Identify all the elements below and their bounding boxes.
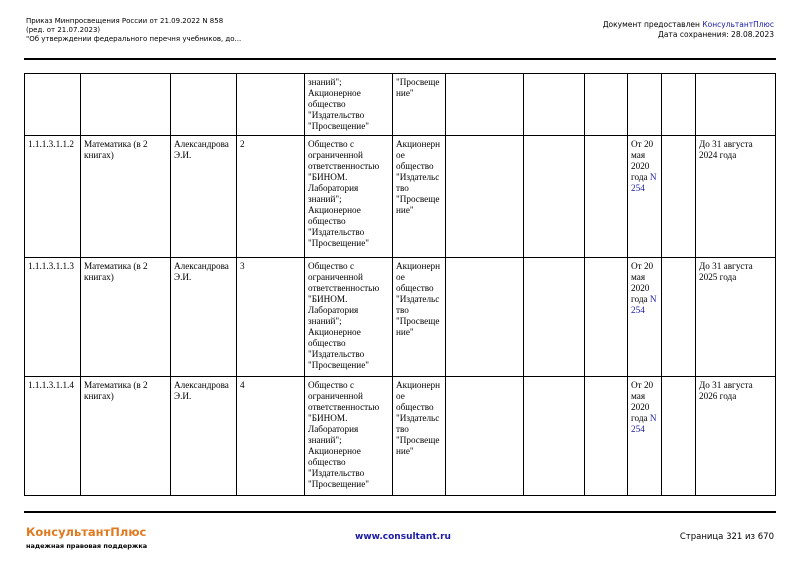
author: Александрова Э.И. xyxy=(171,258,237,377)
empty-cell xyxy=(585,377,628,496)
empty-cell xyxy=(524,258,585,377)
empty-cell xyxy=(446,258,524,377)
author: Александрова Э.И. xyxy=(171,377,237,496)
order-text: От 20 мая 2020 года xyxy=(631,380,654,423)
book-title: Математика (в 2 книгах) xyxy=(81,136,171,258)
order-ref xyxy=(628,377,662,496)
footer-url-link[interactable]: www.consultant.ru xyxy=(355,532,451,542)
order-ref xyxy=(628,258,662,377)
textbook-table xyxy=(24,73,776,496)
rights-holder: Акционерн ое общество "Издательс тво "Просвеще ние" xyxy=(393,377,446,496)
row-number: 1.1.1.3.1.1.2 xyxy=(25,136,81,258)
valid-until: До 31 августа 2025 года xyxy=(696,258,776,377)
table-row xyxy=(25,74,776,136)
saved-date: Дата сохранения: 28.08.2023 xyxy=(658,30,774,39)
brand-link[interactable]: КонсультантПлюс xyxy=(702,20,774,29)
publisher: Общество с ограниченной ответственностью "БИНОМ. Лаборатория знаний"; Акционерное общество "Издательство "Просвещение" xyxy=(305,377,393,496)
empty-cell xyxy=(662,74,696,136)
empty-cell xyxy=(446,377,524,496)
order-ref xyxy=(628,74,662,136)
document-header-left xyxy=(26,17,241,44)
empty-cell xyxy=(524,377,585,496)
empty-cell xyxy=(662,258,696,377)
book-title: Математика (в 2 книгах) xyxy=(81,258,171,377)
publisher: знаний"; Акционерное общество "Издательство "Просвещение" xyxy=(305,74,393,136)
empty-cell xyxy=(662,377,696,496)
order-link[interactable]: N 254 xyxy=(631,413,657,434)
header-line: "Об утверждении федерального перечня учебников, до... xyxy=(26,35,242,43)
publisher: Общество с ограниченной ответственностью "БИНОМ. Лаборатория знаний"; Акционерное общество "Издательство "Просвещение" xyxy=(305,136,393,258)
footer-tagline: надежная правовая поддержка xyxy=(26,542,148,550)
author xyxy=(171,74,237,136)
document-header-right xyxy=(603,20,774,40)
header-line: Приказ Минпросвещения России от 21.09.2022 N 858 xyxy=(26,17,224,25)
grade xyxy=(237,74,305,136)
rights-holder: Акционерн ое общество "Издательс тво "Просвеще ние" xyxy=(393,258,446,377)
order-text: От 20 мая 2020 года xyxy=(631,261,654,304)
table-row xyxy=(25,377,776,496)
header-divider xyxy=(24,58,776,60)
empty-cell xyxy=(524,136,585,258)
order-text: От 20 мая 2020 года xyxy=(631,139,654,182)
grade: 4 xyxy=(237,377,305,496)
book-title xyxy=(81,74,171,136)
publisher: Общество с ограниченной ответственностью "БИНОМ. Лаборатория знаний"; Акционерное общество "Издательство "Просвещение" xyxy=(305,258,393,377)
row-number: 1.1.1.3.1.1.4 xyxy=(25,377,81,496)
valid-until: До 31 августа 2026 года xyxy=(696,377,776,496)
provided-label: Документ предоставлен xyxy=(602,20,703,29)
empty-cell xyxy=(585,136,628,258)
empty-cell xyxy=(446,74,524,136)
row-number xyxy=(25,74,81,136)
empty-cell xyxy=(585,258,628,377)
rights-holder: "Просвеще ние" xyxy=(393,74,446,136)
empty-cell xyxy=(585,74,628,136)
grade: 3 xyxy=(237,258,305,377)
order-ref xyxy=(628,136,662,258)
grade: 2 xyxy=(237,136,305,258)
rights-holder: Акционерн ое общество "Издательс тво "Просвеще ние" xyxy=(393,136,446,258)
footer-logo: КонсультантПлюс xyxy=(26,525,147,539)
order-link[interactable]: N 254 xyxy=(631,172,657,193)
valid-until: До 31 августа 2024 года xyxy=(696,136,776,258)
empty-cell xyxy=(524,74,585,136)
table-row xyxy=(25,258,776,377)
order-link[interactable]: N 254 xyxy=(631,294,657,315)
book-title: Математика (в 2 книгах) xyxy=(81,377,171,496)
author: Александрова Э.И. xyxy=(171,136,237,258)
row-number: 1.1.1.3.1.1.3 xyxy=(25,258,81,377)
valid-until xyxy=(696,74,776,136)
table-row xyxy=(25,136,776,258)
empty-cell xyxy=(446,136,524,258)
header-line: (ред. от 21.07.2023) xyxy=(26,26,101,34)
empty-cell xyxy=(662,136,696,258)
footer-divider xyxy=(24,511,776,513)
page-number: Страница 321 из 670 xyxy=(679,532,774,542)
